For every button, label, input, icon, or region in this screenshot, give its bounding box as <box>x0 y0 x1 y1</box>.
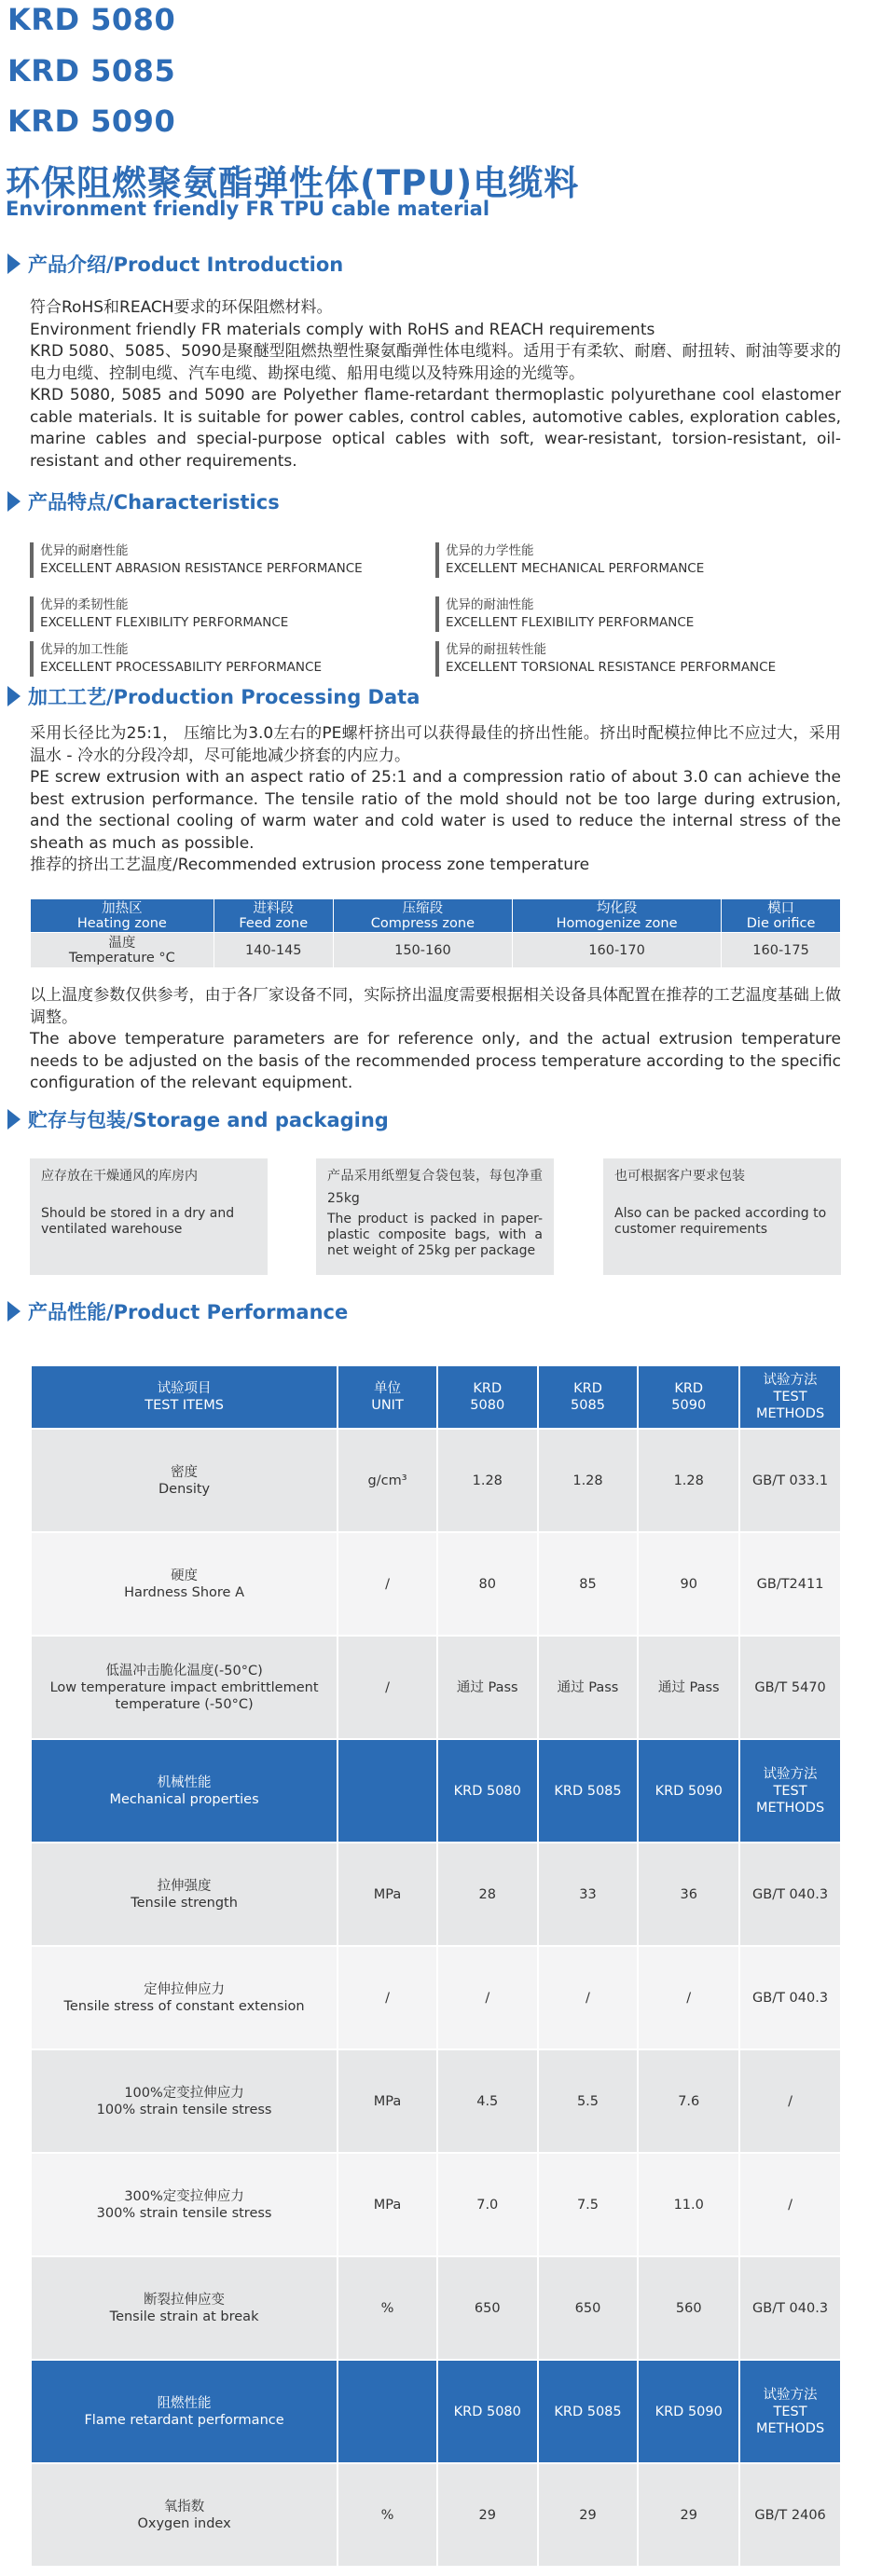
unit-cell: MPa <box>338 1843 437 1946</box>
processing-table-caption: 推荐的挤出工艺温度/Recommended extrusion process zone temperature <box>30 856 590 874</box>
test-item-cell: 100%定变拉伸应力 100% strain tensile stress <box>31 2049 338 2153</box>
characteristic-item <box>30 641 322 677</box>
section-title: 加工工艺/Production Processing Data <box>28 686 420 708</box>
test-method-cell: GB/T 033.1 <box>739 1429 841 1532</box>
storage-en: The product is packed in paper-plastic composite bags, with a net weight of 25kg per package <box>327 1212 543 1258</box>
table-header-cell: KRD 5085 <box>538 2360 639 2463</box>
group-title-cell: 机械性能 Mechanical properties <box>31 1739 338 1843</box>
value-cell: 33 <box>538 1843 639 1946</box>
table-header-cell: 加热区 Heating zone <box>31 899 214 933</box>
table-header-row <box>31 899 841 933</box>
value-cell: 650 <box>437 2256 538 2360</box>
section-title: 产品特点/Characteristics <box>28 491 280 514</box>
table-group-header-row <box>31 2360 841 2463</box>
characteristic-item <box>435 542 704 578</box>
table-header-cell: KRD 5090 <box>638 1365 739 1429</box>
storage-card <box>316 1158 554 1275</box>
test-method-cell: GB/T 040.3 <box>739 2256 841 2360</box>
table-header-cell: 试验方法 TEST METHODS <box>739 1365 841 1429</box>
characteristic-en: EXCELLENT PROCESSABILITY PERFORMANCE <box>40 660 322 675</box>
table-row <box>31 1843 841 1946</box>
value-cell: 1.28 <box>538 1429 639 1532</box>
test-item-cell: 断裂拉伸应变 Tensile strain at break <box>31 2256 338 2360</box>
intro-line: KRD 5080、5085、5090是聚醚型阻燃热塑性聚氨酯弹性体电缆料。适用于有柔软、耐磨、耐扭转、耐油等要求的电力电缆、控制电缆、汽车电缆、勘探电缆、船用电缆以及特殊用途的光缆等。 <box>30 342 841 383</box>
table-header-cell: 试验方法 TEST METHODS <box>739 2360 841 2463</box>
table-cell: 160-175 <box>722 933 841 968</box>
table-row <box>31 2256 841 2360</box>
unit-cell: % <box>338 2463 437 2567</box>
section-heading-characteristics <box>7 487 280 515</box>
unit-cell: / <box>338 1946 437 2049</box>
characteristic-cn: 优异的加工性能 <box>40 642 129 657</box>
page-title-cn: 环保阻燃聚氨酯弹性体(TPU)电缆料 <box>6 163 580 203</box>
test-item-cell: 拉伸强度 Tensile strength <box>31 1843 338 1946</box>
characteristic-en: EXCELLENT TORSIONAL RESISTANCE PERFORMANCE <box>446 660 777 675</box>
table-row <box>31 1429 841 1532</box>
test-method-cell: / <box>739 2153 841 2256</box>
characteristic-cn: 优异的力学性能 <box>446 543 534 558</box>
characteristic-item <box>435 596 694 632</box>
table-row <box>31 1532 841 1636</box>
value-cell: 11.0 <box>638 2153 739 2256</box>
value-cell: 29 <box>437 2463 538 2567</box>
intro-line: KRD 5080, 5085 and 5090 are Polyether flame-retardant thermoplastic polyurethane cool elastomer cable materials. It is suitable for power cables, control cables, automotive cables, exploration cables, marine cables and special-purpose optical cables with soft, wear-resistant, torsion-resistant, oil-resistant and other requirements. <box>30 386 841 471</box>
section-title: 贮存与包装/Storage and packaging <box>28 1109 389 1131</box>
triangle-bullet-icon <box>7 686 21 706</box>
value-cell: 7.6 <box>638 2049 739 2153</box>
characteristic-en: EXCELLENT FLEXIBILITY PERFORMANCE <box>446 615 695 630</box>
storage-card <box>603 1158 841 1275</box>
table-cell: 160-170 <box>513 933 722 968</box>
table-header-cell: 试验方法 TEST METHODS <box>739 1739 841 1843</box>
bar-marker <box>30 641 34 677</box>
processing-text <box>30 723 841 877</box>
table-header-cell: KRD 5080 <box>437 2360 538 2463</box>
storage-card <box>30 1158 268 1275</box>
bar-marker <box>30 542 34 578</box>
unit-cell: / <box>338 1532 437 1636</box>
characteristic-en: EXCELLENT ABRASION RESISTANCE PERFORMANCE <box>40 561 363 576</box>
test-method-cell: GB/T 040.3 <box>739 1946 841 2049</box>
unit-cell: / <box>338 1636 437 1739</box>
test-method-cell: GB/T 2406 <box>739 2463 841 2567</box>
value-cell: 1.28 <box>437 1429 538 1532</box>
table-header-cell: KRD 5080 <box>437 1365 538 1429</box>
value-cell: 通过 Pass <box>437 1636 538 1739</box>
value-cell: 通过 Pass <box>538 1636 639 1739</box>
table-cell: 150-160 <box>333 933 512 968</box>
unit-cell: MPa <box>338 2049 437 2153</box>
value-cell: 80 <box>437 1532 538 1636</box>
value-cell: 5.5 <box>538 2049 639 2153</box>
table-row <box>31 1946 841 2049</box>
value-cell: / <box>437 1946 538 2049</box>
value-cell: 560 <box>638 2256 739 2360</box>
model-name-5090: KRD 5090 <box>7 103 176 139</box>
storage-cn: 也可根据客户要求包装 <box>614 1169 745 1184</box>
intro-line: 符合RoHS和REACH要求的环保阻燃材料。 <box>30 298 333 317</box>
model-name-5085: KRD 5085 <box>7 53 176 89</box>
triangle-bullet-icon <box>7 491 21 512</box>
value-cell: 7.5 <box>538 2153 639 2256</box>
value-cell: 650 <box>538 2256 639 2360</box>
value-cell: 85 <box>538 1532 639 1636</box>
characteristic-en: EXCELLENT FLEXIBILITY PERFORMANCE <box>40 615 289 630</box>
table-header-cell: KRD 5090 <box>638 1739 739 1843</box>
test-method-cell: GB/T 040.3 <box>739 1843 841 1946</box>
storage-en: Also can be packed according to customer requirements <box>614 1206 827 1237</box>
value-cell: 7.0 <box>437 2153 538 2256</box>
table-header-cell: 均化段 Homogenize zone <box>513 899 722 933</box>
storage-cn: 产品采用纸塑复合袋包装，每包净重25kg <box>327 1169 543 1206</box>
table-cell: 140-145 <box>214 933 333 968</box>
processing-note <box>30 985 841 1095</box>
value-cell: 90 <box>638 1532 739 1636</box>
table-header-cell: KRD 5085 <box>538 1739 639 1843</box>
table-header-cell <box>338 2360 437 2463</box>
value-cell: 29 <box>638 2463 739 2567</box>
test-method-cell: GB/T 5470 <box>739 1636 841 1739</box>
bar-marker <box>435 596 439 632</box>
product-performance-table <box>30 1364 842 2568</box>
value-cell: 4.5 <box>437 2049 538 2153</box>
section-heading-performance <box>7 1297 348 1325</box>
page-title-en: Environment friendly FR TPU cable material <box>6 198 490 220</box>
bar-marker <box>435 641 439 677</box>
section-title: 产品介绍/Product Introduction <box>28 253 344 276</box>
characteristic-cn: 优异的柔韧性能 <box>40 597 129 612</box>
table-group-header-row <box>31 1739 841 1843</box>
processing-paragraph-cn: 采用长径比为25:1， 压缩比为3.0左右的PE螺杆挤出可以获得最佳的挤出性能。挤出时配模拉伸比不应过大，采用温水 - 冷水的分段冷却，尽可能地减少挤套的内应力。 <box>30 724 841 765</box>
table-row <box>31 2463 841 2567</box>
triangle-bullet-icon <box>7 1301 21 1322</box>
unit-cell: g/cm³ <box>338 1429 437 1532</box>
storage-en: Should be stored in a dry and ventilated warehouse <box>41 1206 235 1237</box>
table-header-cell: 模口 Die orifice <box>722 899 841 933</box>
characteristic-cn: 优异的耐油性能 <box>446 597 534 612</box>
characteristic-cn: 优异的耐磨性能 <box>40 543 129 558</box>
bar-marker <box>435 542 439 578</box>
intro-line: Environment friendly FR materials comply with RoHS and REACH requirements <box>30 320 655 339</box>
table-row <box>31 2153 841 2256</box>
unit-cell: MPa <box>338 2153 437 2256</box>
unit-cell: % <box>338 2256 437 2360</box>
table-header-cell: 压缩段 Compress zone <box>333 899 512 933</box>
section-heading-intro <box>7 250 343 278</box>
characteristic-item <box>30 596 288 632</box>
value-cell: 28 <box>437 1843 538 1946</box>
test-item-cell: 硬度 Hardness Shore A <box>31 1532 338 1636</box>
value-cell: 通过 Pass <box>638 1636 739 1739</box>
bar-marker <box>30 596 34 632</box>
characteristic-item <box>30 542 363 578</box>
table-row <box>31 2049 841 2153</box>
value-cell: / <box>538 1946 639 2049</box>
triangle-bullet-icon <box>7 1109 21 1130</box>
test-item-cell: 300%定变拉伸应力 300% strain tensile stress <box>31 2153 338 2256</box>
table-header-cell: 进料段 Feed zone <box>214 899 333 933</box>
value-cell: 1.28 <box>638 1429 739 1532</box>
test-item-cell: 氧指数 Oxygen index <box>31 2463 338 2567</box>
table-header-cell <box>338 1739 437 1843</box>
table-row <box>31 1636 841 1739</box>
table-header-cell: 单位 UNIT <box>338 1365 437 1429</box>
characteristic-cn: 优异的耐扭转性能 <box>446 642 546 657</box>
processing-paragraph-en: PE screw extrusion with an aspect ratio of 25:1 and a compression ratio of about 3.0 can achieve the best extrusion performance. The tensile ratio of the mold should not be too large during extrusion, and the sectional cooling of warm water and cold water is used to reduce the internal stress of the sheath as much as possible. <box>30 768 841 853</box>
test-item-cell: 低温冲击脆化温度(-50°C) Low temperature impact embrittlement temperature (-50°C) <box>31 1636 338 1739</box>
table-header-cell: KRD 5085 <box>538 1365 639 1429</box>
table-header-row <box>31 1365 841 1429</box>
table-header-cell: KRD 5090 <box>638 2360 739 2463</box>
test-method-cell: / <box>739 2049 841 2153</box>
characteristic-en: EXCELLENT MECHANICAL PERFORMANCE <box>446 561 705 576</box>
intro-text <box>30 297 841 473</box>
note-en: The above temperature parameters are for reference only, and the actual extrusion temperature needs to be adjusted on the basis of the recommended process temperature according to the specific configuration of the relevant equipment. <box>30 1030 841 1092</box>
value-cell: 29 <box>538 2463 639 2567</box>
section-heading-processing <box>7 682 420 710</box>
test-method-cell: GB/T2411 <box>739 1532 841 1636</box>
value-cell: 36 <box>638 1843 739 1946</box>
storage-cn: 应存放在干燥通风的库房内 <box>41 1169 198 1184</box>
process-temperature-table <box>30 898 841 968</box>
test-item-cell: 密度 Density <box>31 1429 338 1532</box>
table-header-cell: KRD 5080 <box>437 1739 538 1843</box>
section-heading-storage <box>7 1105 389 1133</box>
test-item-cell: 定伸拉伸应力 Tensile stress of constant extension <box>31 1946 338 2049</box>
section-title: 产品性能/Product Performance <box>28 1301 349 1323</box>
table-cell: 温度 Temperature °C <box>31 933 214 968</box>
value-cell: / <box>638 1946 739 2049</box>
model-name-5080: KRD 5080 <box>7 2 176 37</box>
table-header-cell: 试验项目 TEST ITEMS <box>31 1365 338 1429</box>
group-title-cell: 阻燃性能 Flame retardant performance <box>31 2360 338 2463</box>
characteristic-item <box>435 641 776 677</box>
triangle-bullet-icon <box>7 253 21 274</box>
note-cn: 以上温度参数仅供参考，由于各厂家设备不同，实际挤出温度需要根据相关设备具体配置在推荐的工艺温度基础上做调整。 <box>30 986 841 1027</box>
table-row <box>31 933 841 968</box>
